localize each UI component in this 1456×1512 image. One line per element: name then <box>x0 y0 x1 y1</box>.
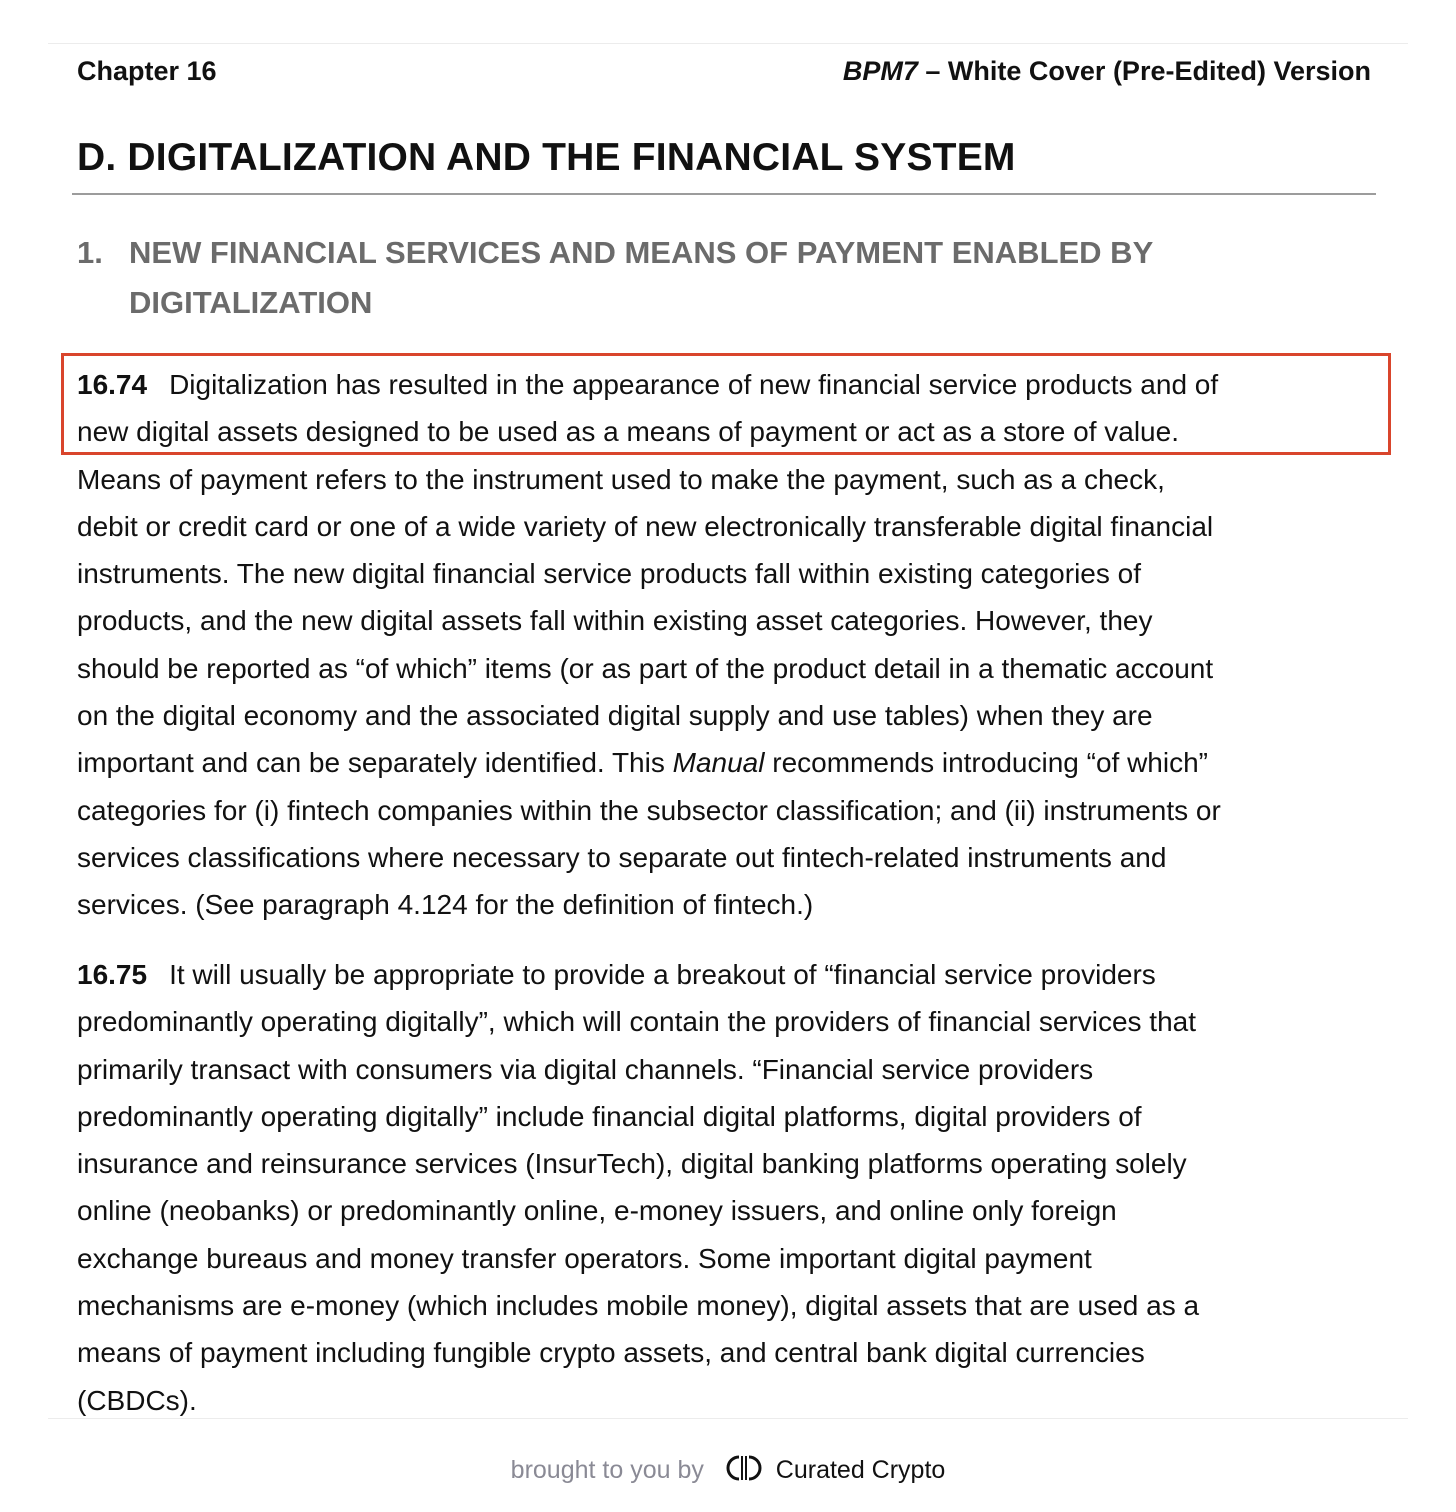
highlight-box <box>61 353 1391 455</box>
paragraph-text: recommends introducing “of which” <box>764 747 1208 779</box>
paragraph-text: It will usually be appropriate to provide a breakout of “financial service providers <box>169 959 1156 990</box>
subsection-number: 1. <box>77 235 103 270</box>
paragraph-line: mechanisms are e-money (which includes mobile money), digital assets that are used as a <box>77 1290 1200 1322</box>
manual-italic: Manual <box>672 747 765 779</box>
footer-lead-text: brought to you by <box>510 1456 704 1484</box>
section-divider <box>72 193 1376 195</box>
paragraph-line: new digital assets designed to be used as a means of payment or act as a store of value. <box>77 416 1179 448</box>
paragraph-number: 16.74 <box>77 369 148 400</box>
paragraph-line: should be reported as “of which” items (or as part of the product detail in a thematic account <box>77 652 1214 684</box>
paragraph-line: (CBDCs). <box>77 1384 197 1416</box>
paragraph-16-75 <box>77 951 1377 1424</box>
paragraph-line: instruments. The new digital financial service products fall within existing categories of <box>77 558 1141 590</box>
paragraph-line: online (neobanks) or predominantly online, e-money issuers, and online only foreign <box>77 1195 1117 1227</box>
paragraph-number: 16.75 <box>77 959 148 990</box>
subsection-title-line: NEW FINANCIAL SERVICES AND MEANS OF PAYMENT ENABLED BY <box>129 235 1154 270</box>
subsection-title <box>129 228 1369 328</box>
footer-attribution <box>0 1450 1456 1490</box>
paragraph-line: predominantly operating digitally” include financial digital platforms, digital providers of <box>77 1100 1142 1132</box>
subsection-title-line: DIGITALIZATION <box>129 285 373 320</box>
paragraph-line: insurance and reinsurance services (InsurTech), digital banking platforms operating solely <box>77 1148 1187 1180</box>
paragraph-line: on the digital economy and the associated digital supply and use tables) when they are <box>77 700 1153 732</box>
bottom-divider <box>48 1418 1408 1419</box>
paragraph-line: means of payment including fungible crypto assets, and central bank digital currencies <box>77 1337 1145 1369</box>
paragraph-text: important and can be separately identified. This <box>77 747 673 779</box>
chapter-label: Chapter 16 <box>77 56 217 86</box>
section-title: D. DIGITALIZATION AND THE FINANCIAL SYSTEM <box>77 136 1016 179</box>
version-label <box>843 54 1371 88</box>
paragraph-line <box>77 951 1377 998</box>
paragraph-line: Means of payment refers to the instrument used to make the payment, such as a check, <box>77 463 1165 495</box>
top-divider <box>48 43 1408 44</box>
paragraph-text: Digitalization has resulted in the appearance of new financial service products and of <box>169 369 1219 400</box>
paragraph-line: categories for (i) fintech companies within the subsector classification; and (ii) instruments or <box>77 794 1221 826</box>
running-header <box>77 54 1371 88</box>
paragraph-line: primarily transact with consumers via digital channels. “Financial service providers <box>77 1053 1094 1085</box>
paragraph-line <box>77 739 1377 786</box>
paragraph-line: predominantly operating digitally”, which will contain the providers of financial services that <box>77 1006 1197 1038</box>
version-rest: – White Cover (Pre-Edited) Version <box>917 56 1371 86</box>
paragraph-line: services. (See paragraph 4.124 for the definition of fintech.) <box>77 889 814 921</box>
paragraph-line: services classifications where necessary to separate out fintech-related instruments and <box>77 841 1167 873</box>
version-italic: BPM7 <box>842 56 918 86</box>
paragraph-line: products, and the new digital assets fall within existing asset categories. However, they <box>77 605 1153 637</box>
paragraph-line: exchange bureaus and money transfer operators. Some important digital payment <box>77 1242 1092 1274</box>
footer-brand-name: Curated Crypto <box>775 1456 946 1484</box>
curated-crypto-logo-icon <box>725 1453 763 1483</box>
paragraph-line: debit or credit card or one of a wide variety of new electronically transferable digital financial <box>77 510 1214 542</box>
